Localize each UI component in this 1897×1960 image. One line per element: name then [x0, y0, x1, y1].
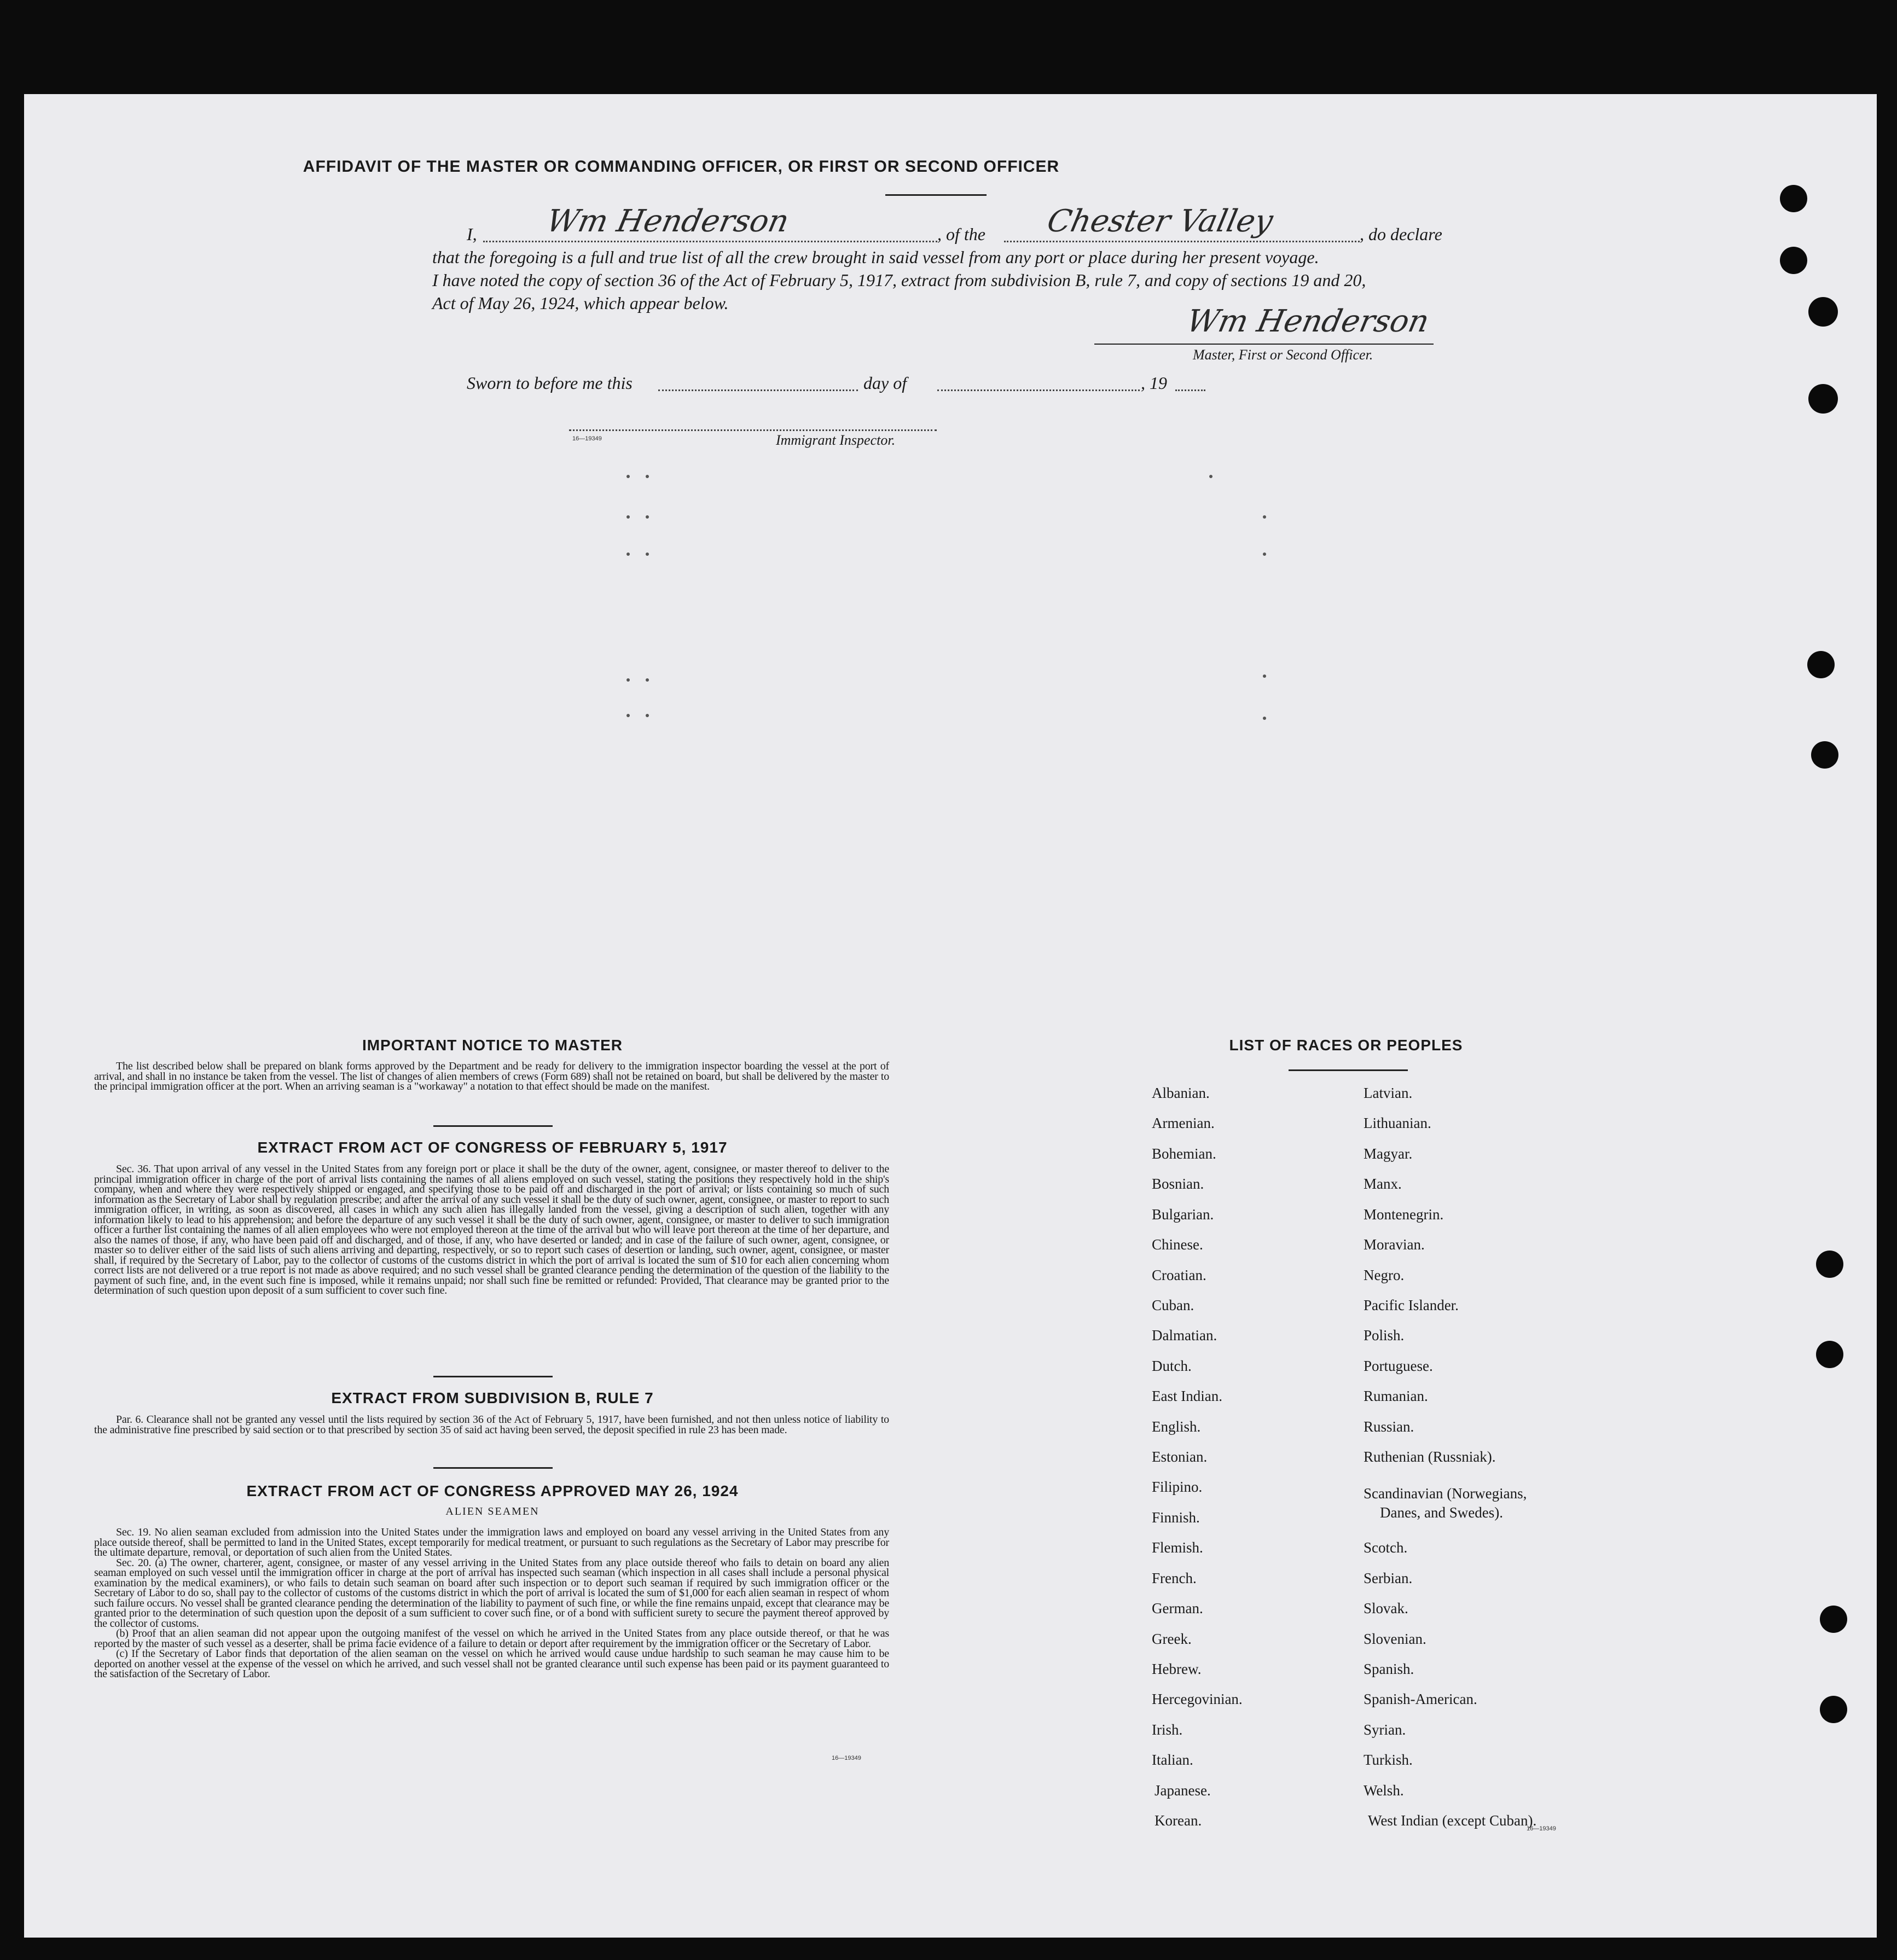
race-item: French.	[1152, 1570, 1197, 1586]
race-item: West Indian (except Cuban).	[1368, 1812, 1537, 1829]
punch-hole	[1807, 651, 1835, 678]
race-item: Bulgarian.	[1152, 1206, 1214, 1223]
race-item: English.	[1152, 1418, 1201, 1435]
notice-title: IMPORTANT NOTICE TO MASTER	[362, 1037, 623, 1054]
bleed-through-mark	[1263, 515, 1266, 519]
race-item: Welsh.	[1364, 1782, 1404, 1799]
race-item: Latvian.	[1364, 1085, 1413, 1101]
extract-1924-title: EXTRACT FROM ACT OF CONGRESS APPROVED MAY 26, 1924	[246, 1482, 739, 1499]
bleed-through-mark	[1263, 552, 1266, 556]
extract-rule7-title: EXTRACT FROM SUBDIVISION B, RULE 7	[331, 1389, 654, 1406]
bleed-through-mark	[1263, 717, 1266, 720]
sworn-label: Sworn to before me this	[467, 373, 633, 393]
race-item: Flemish.	[1152, 1539, 1203, 1556]
inspector-signature-line	[569, 429, 937, 431]
race-item: Serbian.	[1364, 1570, 1413, 1586]
race-item: Italian.	[1152, 1752, 1193, 1768]
divider	[433, 1125, 553, 1127]
race-item: Bosnian.	[1152, 1176, 1204, 1192]
extract-1917-title: EXTRACT FROM ACT OF CONGRESS OF FEBRUARY 5, 1917	[257, 1139, 728, 1156]
race-item: East Indian.	[1152, 1388, 1222, 1404]
races-title: LIST OF RACES OR PEOPLES	[1229, 1037, 1463, 1054]
punch-hole	[1816, 1341, 1843, 1368]
race-item: Portuguese.	[1364, 1358, 1433, 1374]
declaration-line-4: Act of May 26, 1924, which appear below.	[432, 293, 729, 313]
race-item: Korean.	[1155, 1812, 1202, 1829]
section-36-paragraph: Sec. 36. That upon arrival of any vessel in the United States from any foreign port or place it shall be the duty of the owner, agent, consignee, or master thereof to deliver to the principal immigration officer in charge of the port of arrival lists containing the names of all aliens employed on such vessel, stating the positions they respectively hold in the ship's company, when and where they were respectively shipped or engaged, and specifying those to be paid off and discharged in the port of arrival; or lists containing so much of such information as the Secretary of Labor shall by regulation prescribe; and after the arrival of any such vessel it shall be the duty of such owner, agent, consignee, or master to report to such immigration officer, in writing, as soon as discovered, all cases in which any such alien has illegally landed from the vessel, giving a description of such alien, together with any information likely to lead to his apprehension; and before the departure of any such vessel it shall be the duty of such owner, agent, consignee, or master to deliver to such immigration officer a further list containing the names of all alien employees who were not employed thereon at the time of the arrival but who will leave port thereon at the time of her departure, and also the names of those, if any, who have been paid off and discharged, and of those, if any, who have deserted or landed; and in case of the failure of such owner, agent, consignee, or master so to deliver either of the said lists of such aliens arriving and departing, respectively, or so to report such cases of desertion or landing, such owner, agent, consignee, or master shall, if required by the Secretary of Labor, pay to the collector of customs of the customs district in which the port of arrival is located the sum of $10 for each alien concerning whom correct lists are not delivered or a true report is not made as above required; and no such vessel shall be granted clearance pending the determination of the question of the liability to the payment of such fine, and, in the event such fine is imposed, while it remains unpaid; nor shall such fine be remitted or refunded: Provided, That clearance may be granted prior to the determination of such question upon deposit of a sum sufficient to cover such fine.	[94, 1163, 889, 1296]
race-item: Magyar.	[1364, 1145, 1413, 1162]
punch-hole	[1816, 1251, 1843, 1278]
bleed-through-mark	[646, 714, 649, 717]
declarant-name-handwriting: Wm Henderson	[543, 203, 792, 239]
race-item: Dalmatian.	[1152, 1327, 1217, 1343]
sec-19-paragraph: Sec. 19. No alien seaman excluded from admission into the United States under the immigration laws and employed on board any vessel arriving in the United States from any place outside thereof, shall be permitted to land in the United States, except temporarily for medical treatment, or pursuant to such regulations as the Secretary of Labor may prescribe for the ultimate departure, removal, or deportation of such alien from the United States.	[94, 1526, 889, 1558]
race-item: Croatian.	[1152, 1267, 1206, 1283]
signature-line	[1094, 344, 1434, 345]
race-item: Dutch.	[1152, 1358, 1192, 1374]
race-item: Greek.	[1152, 1631, 1192, 1647]
race-item: Montenegrin.	[1364, 1206, 1444, 1223]
day-of-label: day of	[863, 373, 907, 393]
extract-rule7-text	[94, 1415, 889, 1435]
race-item: Estonian.	[1152, 1449, 1208, 1465]
race-item: Hebrew.	[1152, 1661, 1202, 1677]
inspector-caption: Immigrant Inspector.	[776, 432, 896, 448]
declarant-label: I,	[467, 224, 477, 244]
race-item: Rumanian.	[1364, 1388, 1428, 1404]
race-item: Hercegovinian.	[1152, 1691, 1243, 1707]
race-item: Finnish.	[1152, 1509, 1200, 1526]
bleed-through-mark	[626, 515, 630, 519]
extract-1924-text	[94, 1527, 889, 1679]
bleed-through-mark	[646, 552, 649, 556]
vessel-name-handwriting: Chester Valley	[1044, 203, 1277, 239]
race-item: German.	[1152, 1600, 1203, 1616]
race-item: Scandinavian (Norwegians,	[1364, 1485, 1527, 1502]
affidavit-title: AFFIDAVIT OF THE MASTER OR COMMANDING OFFICER, OR FIRST OR SECOND OFFICER	[303, 158, 1060, 176]
race-item: Scotch.	[1364, 1539, 1408, 1556]
race-item: Lithuanian.	[1364, 1115, 1431, 1131]
divider	[433, 1467, 553, 1469]
bleed-through-mark	[646, 475, 649, 478]
extract-1917-text	[94, 1164, 889, 1296]
bleed-through-mark	[646, 515, 649, 519]
of-the-label: , of the	[937, 224, 985, 244]
punch-hole	[1780, 247, 1807, 274]
signature-caption: Master, First or Second Officer.	[1193, 347, 1373, 363]
declarant-name-line	[483, 241, 937, 242]
race-item: Cuban.	[1152, 1297, 1194, 1313]
bleed-through-mark	[1209, 475, 1213, 478]
sworn-month-line	[937, 389, 1140, 391]
notice-text	[94, 1061, 889, 1092]
par-6-paragraph: Par. 6. Clearance shall not be granted any vessel until the lists required by section 36 of the Act of February 5, 1917, have been furnished, and not then unless notice of liability to the administrative fine prescribed by said section or to that prescribed by section 35 of said act having been served, the deposit specified in rule 23 has been made.	[94, 1414, 889, 1436]
punch-hole	[1808, 297, 1838, 327]
bleed-through-mark	[626, 714, 630, 717]
punch-hole	[1820, 1606, 1847, 1633]
race-item: Danes, and Swedes).	[1380, 1504, 1503, 1521]
form-number: 16—19349	[832, 1755, 861, 1761]
race-item: Turkish.	[1364, 1752, 1413, 1768]
race-item: Japanese.	[1155, 1782, 1211, 1799]
race-item: Russian.	[1364, 1418, 1414, 1435]
race-item: Syrian.	[1364, 1721, 1406, 1738]
race-item: Spanish-American.	[1364, 1691, 1477, 1707]
sworn-day-line	[658, 389, 858, 391]
punch-hole	[1808, 384, 1838, 414]
race-item: Irish.	[1152, 1721, 1183, 1738]
bleed-through-mark	[646, 678, 649, 682]
race-item: Spanish.	[1364, 1661, 1414, 1677]
sec-20b-paragraph: (b) Proof that an alien seaman did not appear upon the outgoing manifest of the vessel on which he arrived in the United States from any place outside thereof, or that he was reported by the master of such vessel as a deserter, shall be prima facie evidence of a failure to detain or deport after requirement by the immigration officer or the Secretary of Labor.	[94, 1627, 889, 1650]
punch-hole	[1811, 741, 1838, 769]
sec-20c-paragraph: (c) If the Secretary of Labor finds that deportation of the alien seaman on the vessel on which he arrived would cause undue hardship to such seaman he may cause him to be deported on another vessel at the expense of the vessel on which he arrived, and such vessel shall not be granted clearance until such expense has been paid or its payment guaranteed to the satisfaction of the Secretary of Labor.	[94, 1648, 889, 1680]
race-item: Armenian.	[1152, 1115, 1215, 1131]
form-number: 16—19349	[572, 435, 602, 442]
race-item: Slovenian.	[1364, 1631, 1426, 1647]
sec-20a-paragraph: Sec. 20. (a) The owner, charterer, agent, consignee, or master of any vessel arriving in the United States from any place outside thereof who fails to detain on board any alien seaman employed on such vessel until the immigration officer in charge at the port of arrival has inspected such seaman (which inspection in all cases shall include a personal physical examination by the medical examiners), or who fails to detain such seaman on board after such inspection or to deport such seaman if required by such immigration officer or the Secretary of Labor to do so, shall pay to the collector of customs of the customs district in which the port of arrival is located the sum of $1,000 for each alien seaman in respect of whom such failure occurs. No vessel shall be granted clearance pending the determination of the liability to payment of such fine, or while the fine remains unpaid, except that clearance may be granted prior to the determination of such question upon the deposit of a sum sufficient to cover such fine, or of a bond with sufficient surety to secure the payment thereof approved by the collector of customs.	[94, 1556, 889, 1630]
race-item: Chinese.	[1152, 1236, 1203, 1253]
form-number: 16—19349	[1527, 1825, 1556, 1832]
master-signature: Wm Henderson	[1184, 304, 1432, 339]
divider	[433, 1376, 553, 1377]
race-item: Filipino.	[1152, 1479, 1203, 1495]
do-declare-label: , do declare	[1360, 224, 1442, 244]
race-item: Slovak.	[1364, 1600, 1408, 1616]
divider	[1289, 1069, 1408, 1071]
bleed-through-mark	[626, 475, 630, 478]
punch-hole	[1820, 1696, 1847, 1723]
race-item: Negro.	[1364, 1267, 1405, 1283]
race-item: Pacific Islander.	[1364, 1297, 1459, 1313]
year-label: , 19	[1141, 373, 1167, 393]
race-item: Ruthenian (Russniak).	[1364, 1449, 1496, 1465]
race-item: Moravian.	[1364, 1236, 1425, 1253]
vessel-name-line	[1004, 241, 1360, 242]
race-item: Bohemian.	[1152, 1145, 1216, 1162]
declaration-line-3: I have noted the copy of section 36 of the Act of February 5, 1917, extract from subdivision B, rule 7, and copy of sections 19 and 20,	[432, 270, 1366, 290]
race-item: Albanian.	[1152, 1085, 1210, 1101]
sworn-year-line	[1175, 389, 1205, 391]
punch-hole	[1780, 185, 1807, 212]
declaration-line-2: that the foregoing is a full and true list of all the crew brought in said vessel from any port or place during her present voyage.	[432, 247, 1319, 267]
bleed-through-mark	[626, 678, 630, 682]
notice-paragraph: The list described below shall be prepared on blank forms approved by the Department and be ready for delivery to the immigration inspector boarding the vessel at the port of arrival, and shall in no instance be taken from the vessel. The list of changes of alien members of crews (Form 689) shall not be retained on board, but shall be delivered by the master to the principal immigration officer at the port. When an arriving seaman is a "workaway" a notation to that effect should be made on the manifest.	[94, 1060, 889, 1092]
divider	[885, 194, 987, 196]
bleed-through-mark	[626, 552, 630, 556]
race-item: Polish.	[1364, 1327, 1405, 1343]
race-item: Manx.	[1364, 1176, 1402, 1192]
alien-seamen-subtitle: ALIEN SEAMEN	[445, 1505, 539, 1517]
bleed-through-mark	[1263, 674, 1266, 678]
